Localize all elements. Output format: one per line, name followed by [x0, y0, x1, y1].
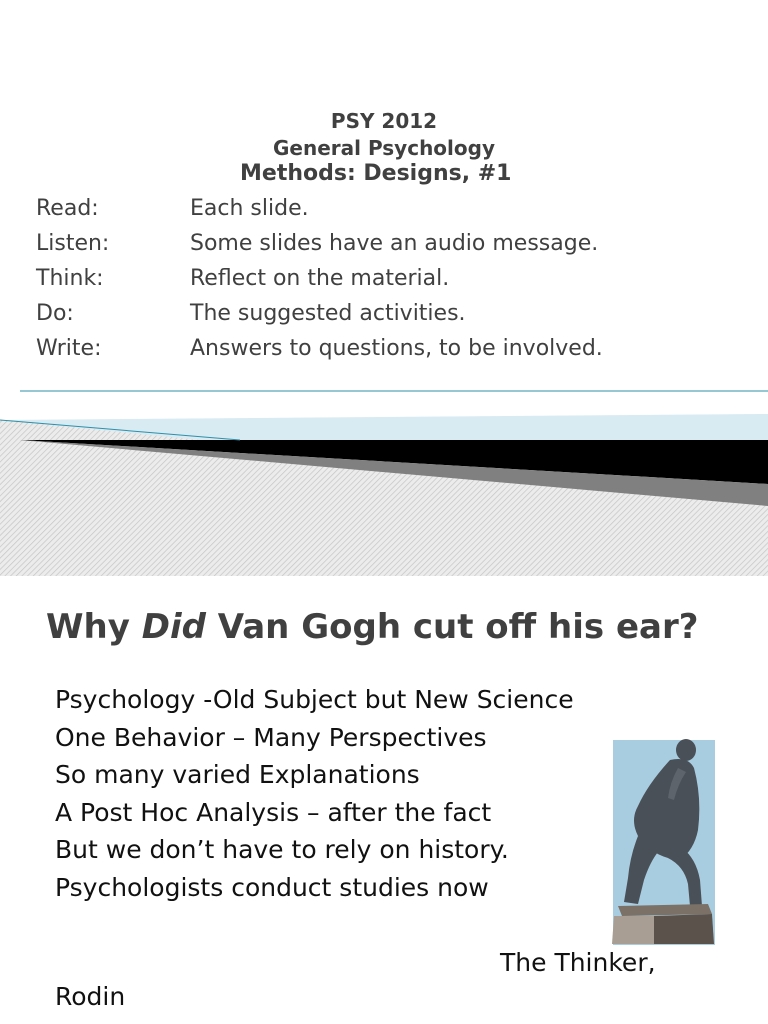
instruction-row — [36, 334, 756, 369]
bullet-list — [55, 681, 574, 906]
course-code: PSY 2012 — [330, 109, 438, 133]
slide-subtitle: Methods: Designs, #1 — [240, 161, 512, 186]
list-item: One Behavior – Many Perspectives — [55, 722, 487, 752]
instruction-label: Listen: — [36, 231, 110, 256]
instruction-label: Read: — [36, 196, 99, 221]
slide-heading — [46, 606, 746, 648]
instruction-row — [36, 194, 756, 229]
content-slide — [0, 576, 768, 1024]
instruction-text: Answers to questions, to be involved. — [190, 336, 603, 361]
instruction-text: The suggested activities. — [190, 301, 466, 326]
heading-text-start: Why — [46, 607, 142, 647]
heading-text-end: Van Gogh cut off his ear? — [205, 607, 699, 647]
image-caption-continued: Rodin — [55, 982, 126, 1011]
thinker-statue-image — [608, 738, 718, 948]
heading-emphasis: Did — [141, 607, 206, 647]
list-item: So many varied Explanations — [55, 760, 420, 789]
course-name: General Psychology — [273, 136, 495, 160]
instruction-text: Each slide. — [190, 196, 309, 221]
list-item: Psychology -Old Subject but New Science — [55, 685, 574, 714]
list-item: But we don’t have to rely on history. — [55, 835, 509, 864]
decorative-wave-banner — [0, 388, 768, 576]
instruction-row — [36, 229, 756, 264]
instruction-text: Reflect on the material. — [190, 266, 450, 291]
instruction-label: Write: — [36, 336, 102, 361]
instruction-row — [36, 299, 756, 334]
list-item: Psychologists conduct studies now — [55, 872, 489, 902]
list-item: A Post Hoc Analysis – after the fact — [55, 797, 492, 827]
image-caption: The Thinker, — [500, 948, 656, 977]
instruction-row — [36, 264, 756, 299]
statue-pedestal-side — [654, 914, 714, 944]
instruction-list — [36, 194, 756, 369]
instruction-label: Do: — [36, 301, 74, 326]
instruction-text: Some slides have an audio message. — [190, 231, 599, 256]
statue-pedestal-front — [612, 916, 654, 944]
instruction-label: Think: — [36, 266, 104, 291]
statue-pedestal-top — [618, 904, 712, 916]
